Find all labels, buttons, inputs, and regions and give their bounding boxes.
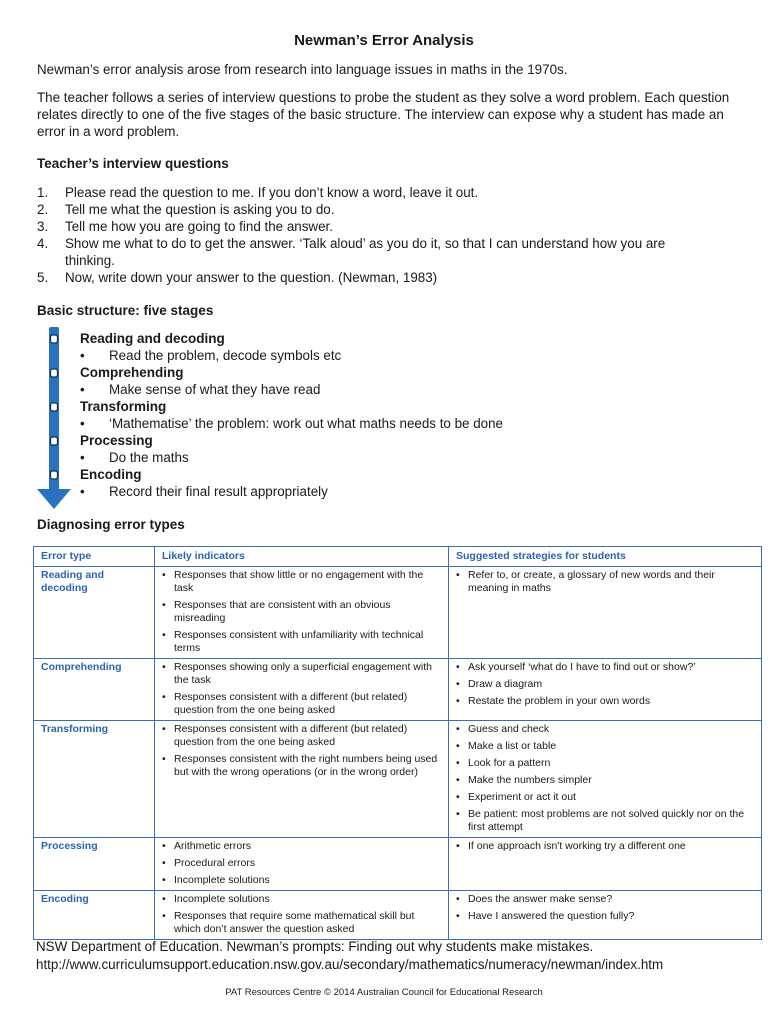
interview-questions-heading: Teacher’s interview questions	[37, 156, 229, 171]
table-header-row	[34, 547, 762, 567]
stage-description: Record their final result appropriately	[109, 484, 328, 499]
stage-name: Processing	[80, 433, 153, 448]
indicator-text: Responses that show little or no engagement with the task	[174, 569, 424, 594]
bullet-icon: •	[80, 382, 85, 397]
error-type-cell: Transforming	[34, 721, 155, 838]
bullet-icon: •	[162, 857, 166, 869]
error-type-cell: Processing	[34, 838, 155, 891]
strategy-text: Make the numbers simpler	[468, 774, 592, 786]
question-item	[37, 235, 737, 269]
bullet-icon: •	[456, 840, 460, 852]
error-type-cell: Encoding	[34, 891, 155, 940]
strategy-text: Look for a pattern	[468, 757, 551, 769]
bullet-icon: •	[162, 569, 166, 581]
stage-item	[80, 364, 680, 398]
diagnosing-heading: Diagnosing error types	[37, 517, 185, 532]
table-row	[34, 838, 762, 891]
stage-item	[80, 330, 680, 364]
bullet-icon: •	[80, 450, 85, 465]
question-item	[37, 184, 737, 201]
bullet-icon: •	[162, 629, 166, 641]
indicator-text: Incomplete solutions	[174, 874, 270, 886]
strategy-text: Refer to, or create, a glossary of new words and their meaning in maths	[468, 569, 715, 594]
question-number: 1.	[37, 185, 49, 200]
question-text: Please read the question to me. If you don’t know a word, leave it out.	[65, 185, 479, 200]
bullet-icon: •	[456, 661, 460, 673]
bullet-icon: •	[456, 740, 460, 752]
strategy-text: Be patient: most problems are not solved quickly nor on the first attempt	[468, 808, 745, 833]
citation-url: http://www.curriculumsupport.education.nsw.gov.au/secondary/mathematics/numeracy/newman/index.htm	[36, 957, 664, 972]
question-item	[37, 218, 737, 235]
bullet-icon: •	[162, 661, 166, 673]
column-header: Likely indicators	[155, 547, 449, 567]
table-row	[34, 659, 762, 721]
bullet-icon: •	[456, 791, 460, 803]
indicator-text: Responses consistent with a different (but related) question from the one being asked	[174, 691, 408, 716]
strategy-text: Ask yourself ‘what do I have to find out or show?’	[468, 661, 696, 673]
indicator-text: Procedural errors	[174, 857, 256, 869]
intro-paragraph: Newman’s error analysis arose from research into language issues in maths in the 1970s.	[37, 62, 568, 77]
strategies-cell	[449, 891, 762, 940]
strategies-cell	[449, 838, 762, 891]
question-text: Show me what to do to get the answer. ‘Talk aloud’ as you do it, so that I can understand how you are thinking.	[65, 236, 666, 268]
indicator-text: Responses showing only a superficial engagement with the task	[174, 661, 432, 686]
citation-text: NSW Department of Education. Newman’s prompts: Finding out why students make mistakes.	[36, 939, 594, 954]
bullet-icon: •	[162, 723, 166, 735]
stage-description: ‘Mathematise’ the problem: work out what maths needs to be done	[109, 416, 503, 431]
stage-name: Encoding	[80, 467, 142, 482]
table-row	[34, 891, 762, 940]
page-footer: PAT Resources Centre © 2014 Australian Council for Educational Research	[225, 987, 543, 998]
table-row	[34, 567, 762, 659]
stage-name: Transforming	[80, 399, 167, 414]
stage-item	[80, 398, 680, 432]
table-row	[34, 721, 762, 838]
interview-questions-list	[37, 184, 737, 286]
bullet-icon: •	[456, 808, 460, 820]
strategies-cell	[449, 659, 762, 721]
question-number: 5.	[37, 270, 49, 285]
stage-item	[80, 466, 680, 500]
indicator-text: Responses that require some mathematical skill but which don’t answer the question asked	[174, 910, 415, 935]
strategies-cell	[449, 567, 762, 659]
page-title: Newman’s Error Analysis	[294, 32, 474, 49]
bullet-icon: •	[162, 910, 166, 922]
question-text: Tell me how you are going to find the answer.	[65, 219, 333, 234]
question-item	[37, 201, 737, 218]
strategy-text: Restate the problem in your own words	[468, 695, 651, 707]
question-text: Tell me what the question is asking you to do.	[65, 202, 335, 217]
bullet-icon: •	[456, 774, 460, 786]
indicators-cell	[155, 838, 449, 891]
column-header: Suggested strategies for students	[449, 547, 762, 567]
bullet-icon: •	[162, 691, 166, 703]
question-number: 2.	[37, 202, 49, 217]
indicator-text: Responses consistent with the right numbers being used but with the wrong operations (or in the wrong order)	[174, 753, 438, 778]
indicator-text: Responses that are consistent with an obvious misreading	[174, 599, 391, 624]
stage-name: Comprehending	[80, 365, 184, 380]
bullet-icon: •	[456, 695, 460, 707]
column-header: Error type	[34, 547, 155, 567]
strategy-text: Have I answered the question fully?	[468, 910, 635, 922]
error-types-table	[33, 546, 762, 940]
strategy-text: Does the answer make sense?	[468, 893, 613, 905]
bullet-icon: •	[456, 569, 460, 581]
strategies-cell	[449, 721, 762, 838]
bullet-icon: •	[456, 757, 460, 769]
bullet-icon: •	[456, 910, 460, 922]
stage-name: Reading and decoding	[80, 331, 225, 346]
bullet-icon: •	[162, 874, 166, 886]
stage-item	[80, 432, 680, 466]
strategy-text: Experiment or act it out	[468, 791, 576, 803]
indicator-text: Arithmetic errors	[174, 840, 252, 852]
bullet-icon: •	[80, 416, 85, 431]
stage-description: Read the problem, decode symbols etc	[109, 348, 342, 363]
error-type-cell: Reading and decoding	[34, 567, 155, 659]
basic-structure-heading: Basic structure: five stages	[37, 303, 214, 318]
description-paragraph: The teacher follows a series of interview questions to probe the student as they solve a word problem. Each question relates directly to one of the five stages of the basic structure. The interview can expose why a student has made an error in a word problem.	[37, 90, 730, 139]
indicators-cell	[155, 659, 449, 721]
bullet-icon: •	[456, 678, 460, 690]
indicators-cell	[155, 721, 449, 838]
indicators-cell	[155, 891, 449, 940]
bullet-icon: •	[162, 599, 166, 611]
question-number: 3.	[37, 219, 49, 234]
indicator-text: Incomplete solutions	[174, 893, 270, 905]
question-number: 4.	[37, 236, 49, 251]
bullet-icon: •	[162, 893, 166, 905]
bullet-icon: •	[456, 723, 460, 735]
indicator-text: Responses consistent with a different (but related) question from the one being asked	[174, 723, 408, 748]
strategy-text: Draw a diagram	[468, 678, 543, 690]
bullet-icon: •	[162, 753, 166, 765]
indicators-cell	[155, 567, 449, 659]
bullet-icon: •	[162, 840, 166, 852]
stages-list	[80, 330, 680, 500]
bullet-icon: •	[80, 484, 85, 499]
error-type-cell: Comprehending	[34, 659, 155, 721]
source-citation	[36, 938, 746, 974]
strategy-text: If one approach isn't working try a different one	[468, 840, 686, 852]
bullet-icon: •	[456, 893, 460, 905]
question-item	[37, 269, 737, 286]
stage-description: Make sense of what they have read	[109, 382, 321, 397]
strategy-text: Make a list or table	[468, 740, 557, 752]
stage-description: Do the maths	[109, 450, 189, 465]
indicator-text: Responses consistent with unfamiliarity with technical terms	[174, 629, 424, 654]
stage-flow-arrow	[36, 327, 72, 511]
strategy-text: Guess and check	[468, 723, 550, 735]
bullet-icon: •	[80, 348, 85, 363]
question-text: Now, write down your answer to the question. (Newman, 1983)	[65, 270, 438, 285]
